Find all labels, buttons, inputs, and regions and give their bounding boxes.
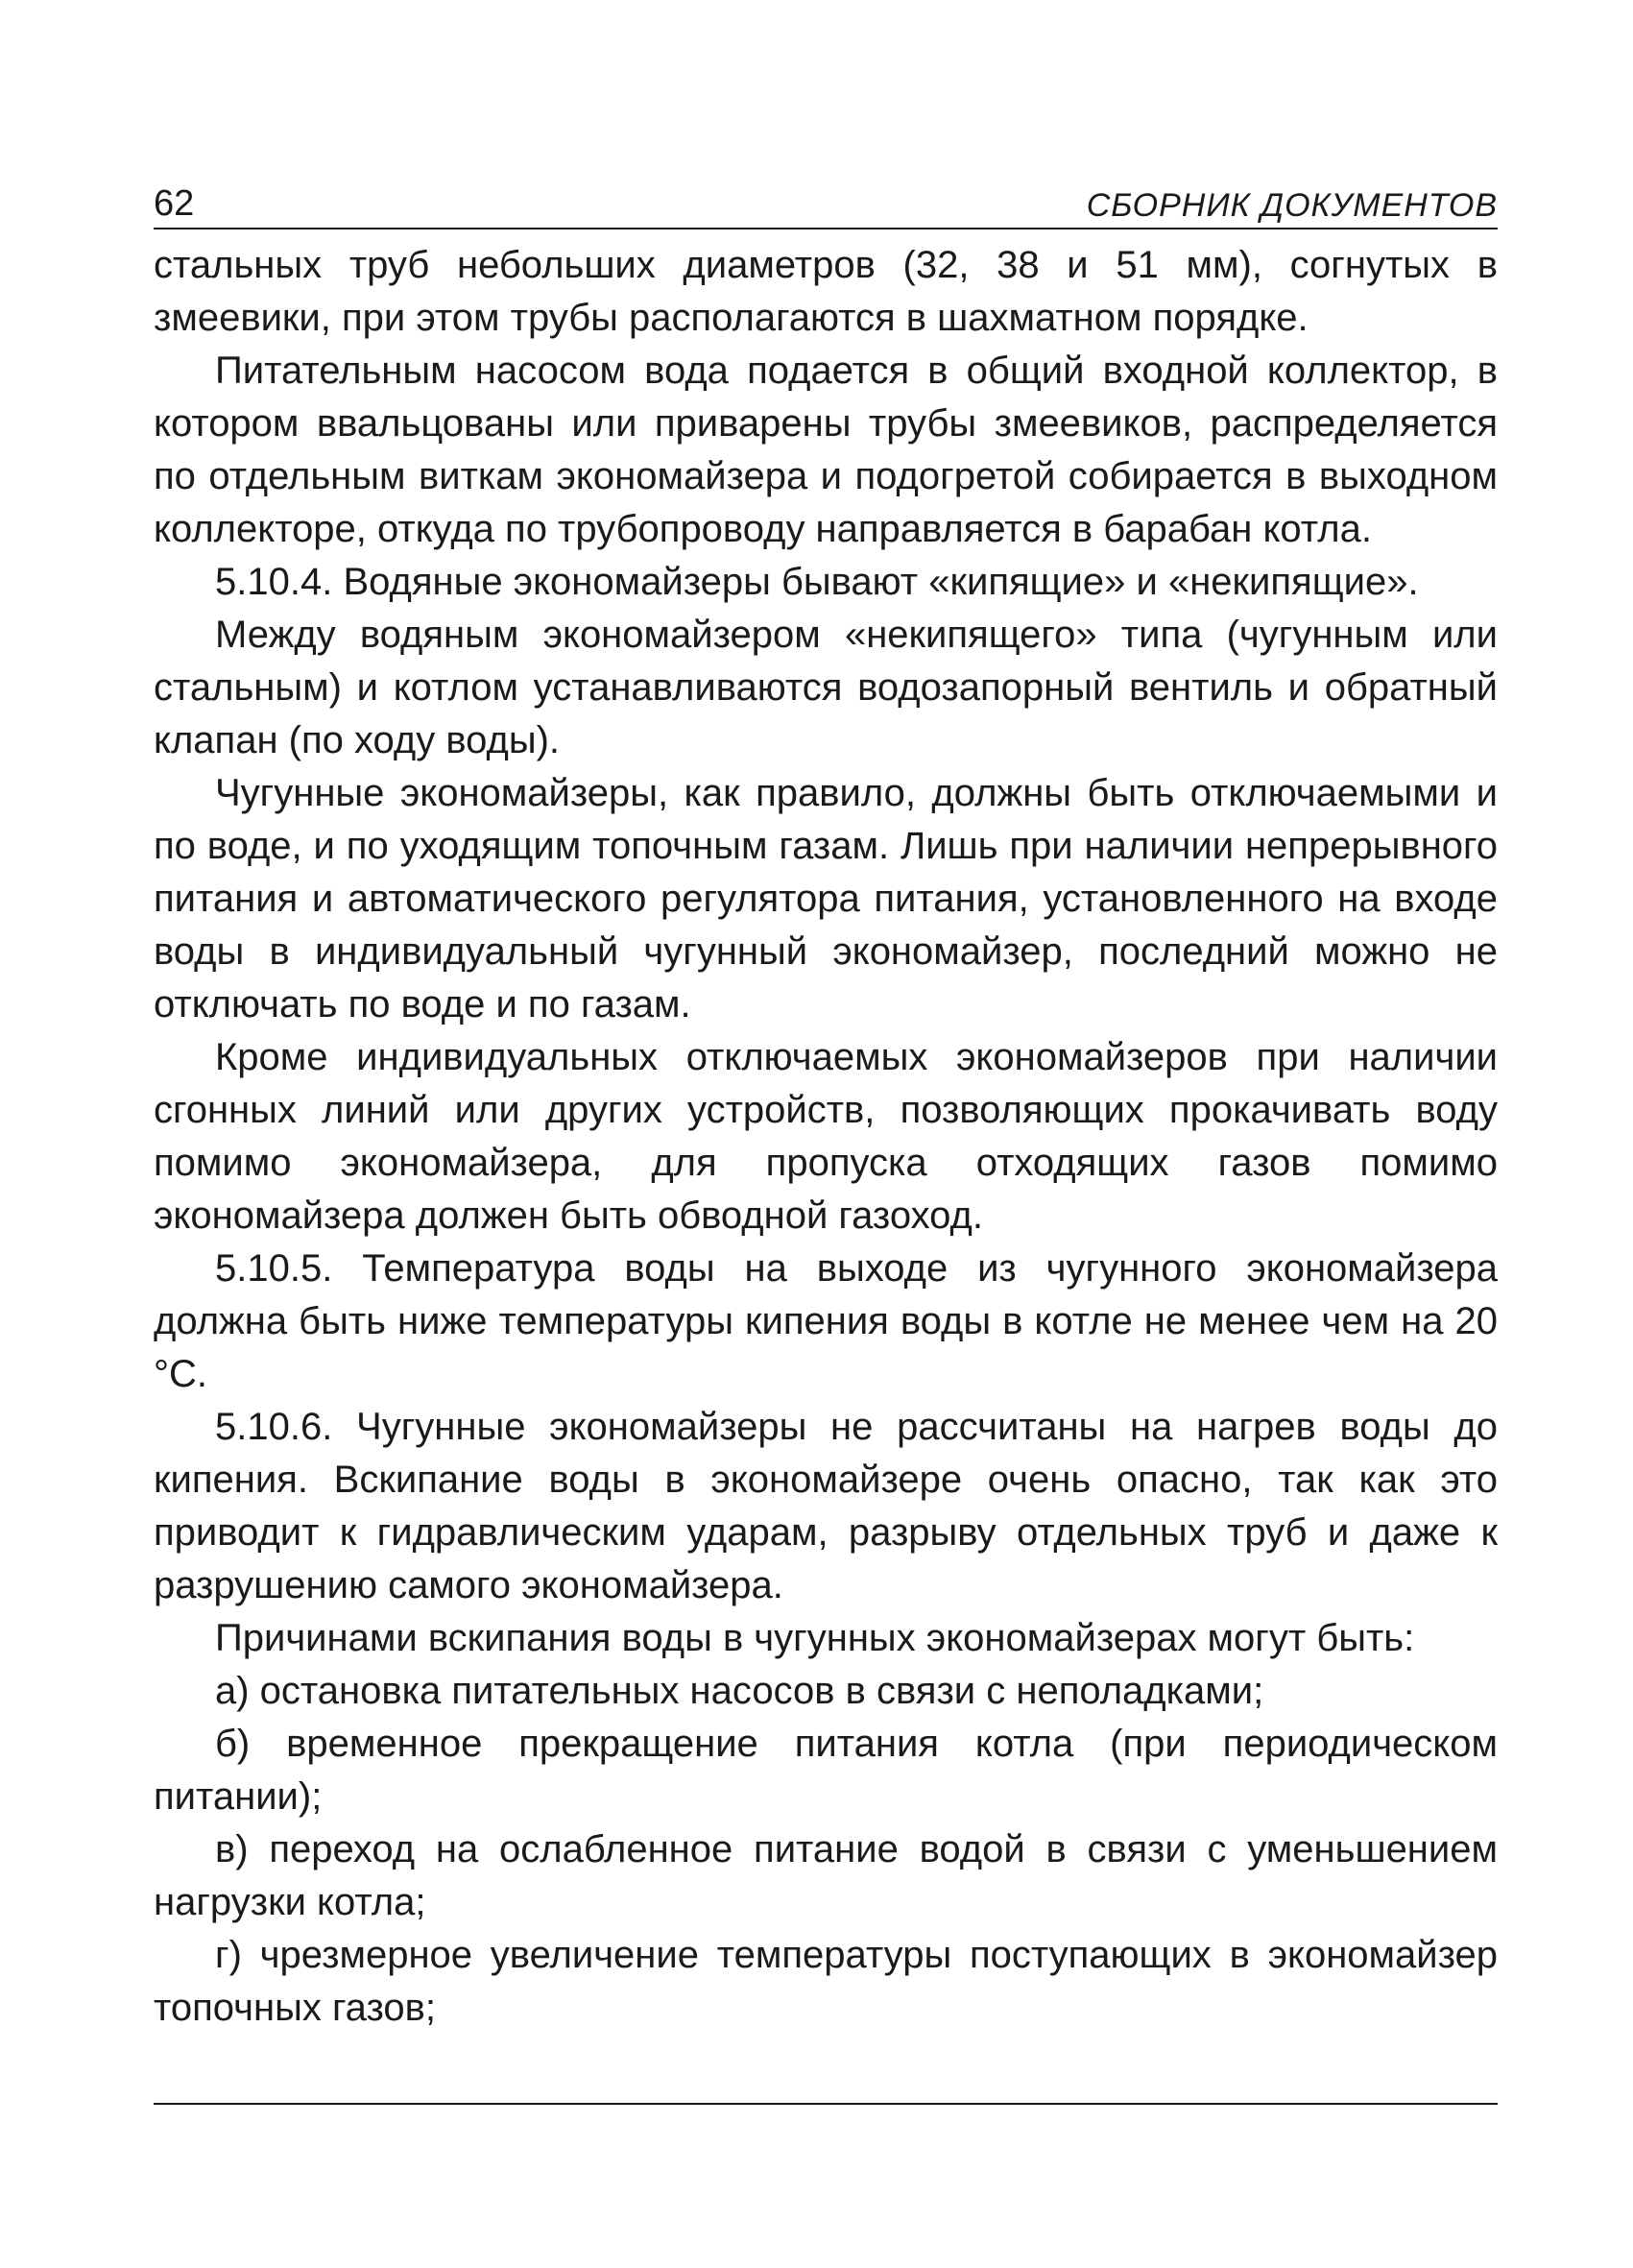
paragraph-clause-5-10-6: 5.10.6. Чугунные экономайзеры не рассчитаны на нагрев воды до кипения. Вскипание воды в экономайзере очень опасно, так как это приводит к гидравлическим ударам, разрыву отдельных труб и даже к разрушению самого экономайзера. xyxy=(154,1406,1498,1606)
document-page xyxy=(154,178,1498,2035)
paragraph: Питательным насосом вода подается в общий входной коллектор, в котором ввальцованы или приварены трубы змеевиков, распределяется по отдельным виткам экономайзера и подогретой собирается в выходном коллекторе, откуда по трубопроводу направляется в барабан котла. xyxy=(154,350,1498,550)
list-item-a: а) остановка питательных насосов в связи с неполадками; xyxy=(215,1670,1264,1712)
running-header xyxy=(154,178,1498,229)
running-title: СБОРНИК ДОКУМЕНТОВ xyxy=(1086,187,1498,224)
list-item-v: в) переход на ослабленное питание водой в связи с уменьшением нагрузки котла; xyxy=(154,1828,1498,1923)
list-item-g: г) чрезмерное увеличение температуры поступающих в экономайзер топочных газов; xyxy=(154,1934,1498,2029)
paragraph-clause-5-10-4: 5.10.4. Водяные экономайзеры бывают «кипящие» и «некипящие». xyxy=(215,561,1419,603)
body-text xyxy=(154,239,1498,2035)
footer-rule xyxy=(154,2103,1498,2105)
list-item-b: б) временное прекращение питания котла (при периодическом питании); xyxy=(154,1723,1498,1818)
paragraph: Причинами вскипания воды в чугунных экономайзерах могут быть: xyxy=(215,1617,1415,1659)
paragraph: Между водяным экономайзером «некипящего» типа (чугунным или стальным) и котлом устанавливаются водозапорный вентиль и обратный клапан (по ходу воды). xyxy=(154,614,1498,761)
paragraph-continuation: стальных труб небольших диаметров (32, 38 и 51 мм), согнутых в змеевики, при этом трубы располагаются в шахматном порядке. xyxy=(154,244,1498,339)
paragraph-clause-5-10-5: 5.10.5. Температура воды на выходе из чугунного экономайзера должна быть ниже температуры кипения воды в котле не менее чем на 20 °С. xyxy=(154,1247,1498,1395)
paragraph: Чугунные экономайзеры, как правило, должны быть отключаемыми и по воде, и по уходящим топочным газам. Лишь при наличии непрерывного питания и автоматического регулятора питания, установленного на входе воды в индивидуальный чугунный экономайзер, последний можно не отключать по воде и по газам. xyxy=(154,772,1498,1025)
paragraph: Кроме индивидуальных отключаемых экономайзеров при наличии сгонных линий или других устройств, позволяющих прокачивать воду помимо экономайзера, для пропуска отходящих газов помимо экономайзера должен быть обводной газоход. xyxy=(154,1036,1498,1237)
page-number: 62 xyxy=(154,183,195,224)
